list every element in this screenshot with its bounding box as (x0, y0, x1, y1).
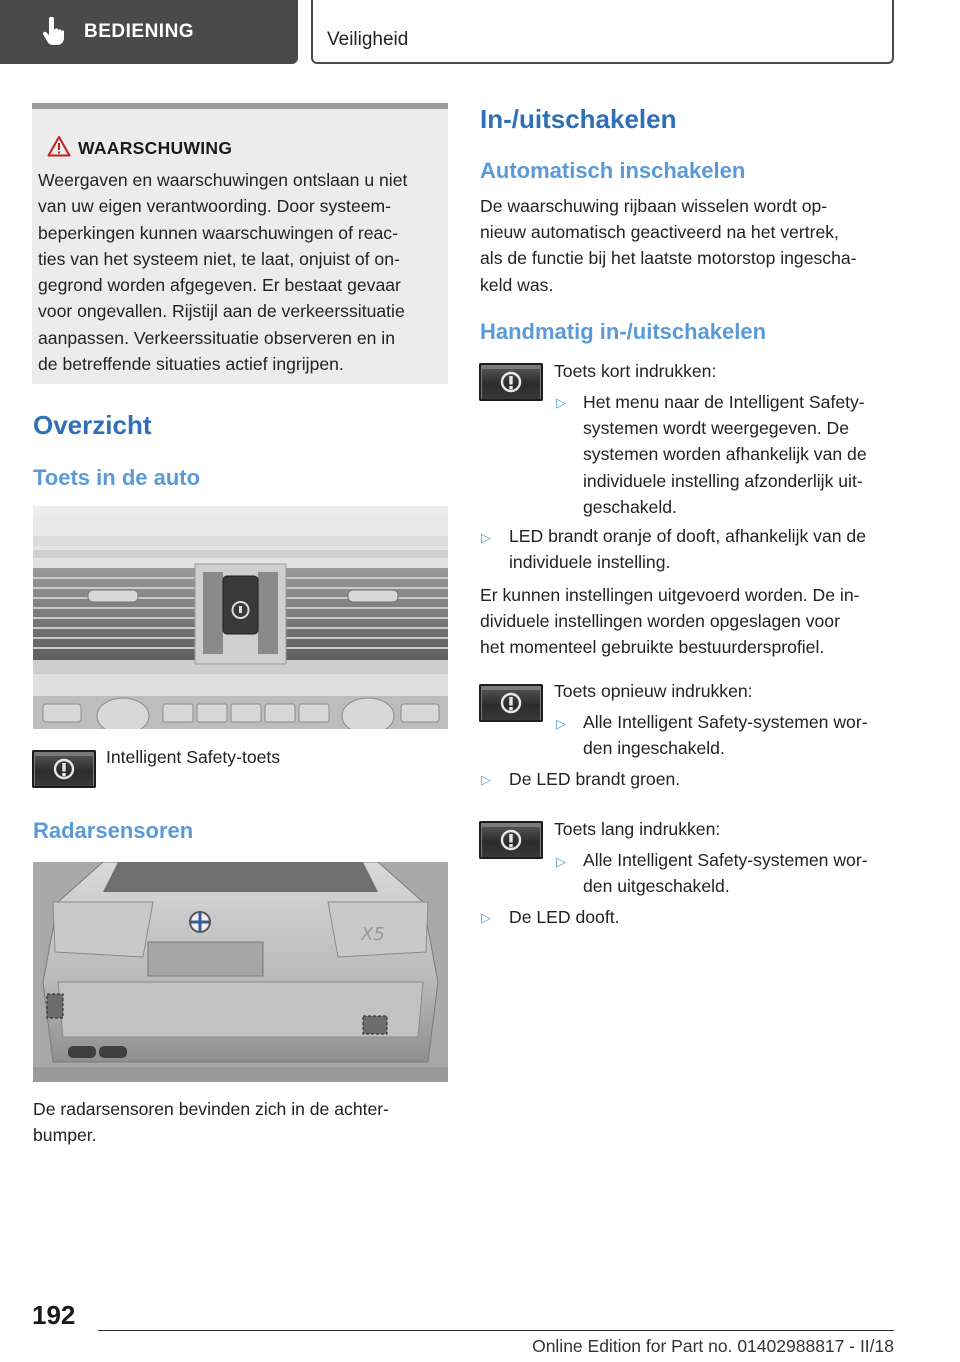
page-number: 192 (32, 1300, 76, 1330)
triangle-bullet-icon: ▷ (481, 772, 491, 787)
intelligent-safety-key-icon (32, 750, 96, 788)
svg-text:X5: X5 (361, 924, 385, 945)
dashboard-illustration (33, 506, 448, 729)
intelligent-safety-key-icon (479, 821, 543, 859)
section-tab (311, 0, 894, 64)
subheading-toets: Toets in de auto (33, 465, 201, 490)
key-caption: Intelligent Safety-toets (106, 747, 281, 767)
section-heading-inuitschakelen: In-/uitschakelen (480, 104, 677, 134)
warning-box (32, 103, 448, 384)
step2-label: Toets opnieuw indrukken: (554, 681, 753, 701)
subheading-radarsensoren: Radarsensoren (33, 818, 194, 843)
warning-title: WAARSCHUWING (78, 138, 233, 158)
footer-edition: Online Edition for Part no. 01402988817 - II/18 (532, 1336, 894, 1356)
radar-text: De radarsensoren bevinden zich in de achter- bumper. (33, 1099, 389, 1146)
triangle-bullet-icon: ▷ (481, 910, 491, 925)
automatisch-text: De waarschuwing rijbaan wisselen wordt op- nieuw automatisch geactiveerd na het vertrek, als de functie bij het laatste motorstop ingescha- keld was. (480, 196, 857, 295)
step2-sub-text: Alle Intelligent Safety-systemen wor- den ingeschakeld. (583, 712, 868, 759)
subheading-handmatig: Handmatig in-/uitschakelen (480, 319, 767, 344)
pointing-hand-icon (40, 17, 66, 47)
section-title: Veiligheid (327, 29, 409, 50)
footer-divider (98, 1330, 894, 1331)
subheading-automatisch: Automatisch inschakelen (480, 158, 746, 183)
intelligent-safety-key-icon (479, 363, 543, 401)
warning-text: Weergaven en waarschuwingen ontslaan u niet van uw eigen verantwoording. Door systeem- beperkingen kunnen waarschuwingen of reac- ties van het systeem niet, te laat, onjuist of on- gegrond worden afgegeven. Er bestaat gevaar voor ongevallen. Rijstijl aan de verkeerssituatie aanpassen. Verkeerssituatie observeren en in de betreffende situaties actief ingrijpen. (38, 170, 408, 375)
triangle-bullet-icon: ▷ (481, 530, 491, 545)
triangle-bullet-icon: ▷ (556, 395, 566, 410)
step3-bullet-text: De LED dooft. (509, 907, 620, 927)
triangle-bullet-icon: ▷ (556, 854, 566, 869)
step3-label: Toets lang indrukken: (554, 819, 721, 839)
triangle-bullet-icon: ▷ (556, 716, 566, 731)
step1-bullet-text: LED brandt oranje of dooft, afhankelijk van de individuele instelling. (509, 526, 866, 573)
section-heading-overzicht: Overzicht (33, 410, 152, 440)
intelligent-safety-key-icon (479, 684, 543, 722)
step1-sub-text: Het menu naar de Intelligent Safety- systemen wordt weergegeven. De systemen worden afhankelijk van de individuele instelling afzonderlijk uit- geschakeld. (583, 392, 867, 517)
step2-bullet-text: De LED brandt groen. (509, 769, 681, 789)
step3-sub-text: Alle Intelligent Safety-systemen wor- den uitgeschakeld. (583, 850, 868, 897)
chapter-title: BEDIENING (84, 21, 195, 42)
instellingen-text: Er kunnen instellingen uitgevoerd worden. De in- dividuele instellingen worden opgeslagen voor het momenteel gebruikte bestuurdersprofiel. (480, 585, 860, 658)
chapter-tab (0, 0, 298, 64)
warning-triangle-icon (47, 135, 71, 157)
car-rear-illustration (33, 862, 448, 1082)
step1-label: Toets kort indrukken: (554, 361, 717, 381)
